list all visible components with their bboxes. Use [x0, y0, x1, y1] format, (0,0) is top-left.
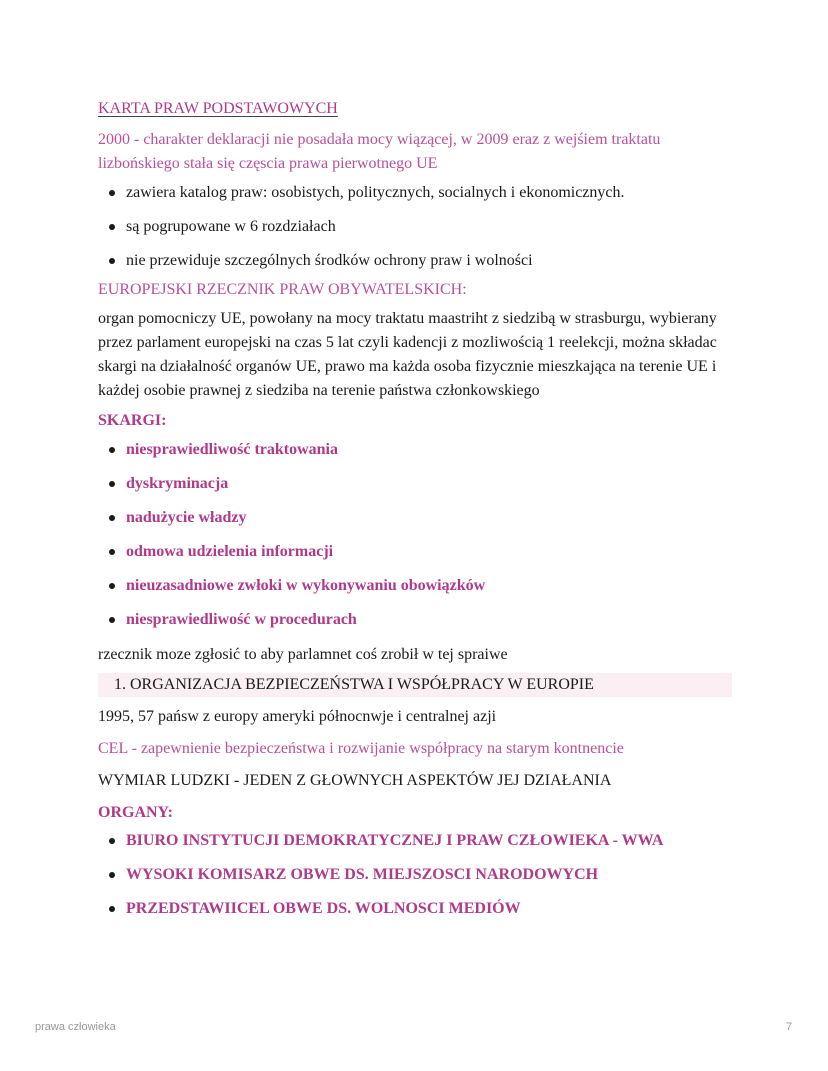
ombudsman-title: EUROPEJSKI RZECZNIK PRAW OBYWATELSKICH: — [98, 281, 467, 298]
organs-title: ORGANY: — [98, 804, 173, 821]
list-item: zawiera katalog praw: osobistych, politycznych, socialnych i ekonomicznych. — [98, 182, 732, 204]
ombudsman-note: rzecznik moze zgłosić to aby parlamnet coś zrobił w tej spraiwe — [98, 646, 508, 663]
complaints-list — [98, 439, 732, 631]
osce-founded: 1995, 57 pańsw z europy ameryki północnwje i centralnej azji — [98, 708, 497, 725]
numbered-heading — [98, 673, 732, 697]
list-number: 1. — [114, 676, 126, 693]
ombudsman-description: organ pomocniczy UE, powołany na mocy traktatu maastriht z siedzibą w strasburgu, wybierany przez parlament europejski na czas 5 lat czyli kadencji z mozliwością 1 reelekcji, można składac skargi na działalność organów UE, prawo ma każda osoba fizycznie mieszkająca na terenie UE i każdej osobie prawnej z siedziba na terenie państwa członkowskiego — [98, 310, 717, 399]
organs-list — [98, 830, 732, 920]
list-item: są pogrupowane w 6 rozdziałach — [98, 216, 732, 238]
charter-intro: 2000 - charakter deklaracji nie posadała mocy wiązącej, w 2009 eraz z wejśiem traktatu lizbońskiego stała się częscia prawa pierwotnego UE — [98, 131, 661, 172]
list-item: BIURO INSTYTUCJI DEMOKRATYCZNEJ I PRAW CZŁOWIEKA - WWA — [98, 830, 732, 852]
list-item: nieuzasadniowe zwłoki w wykonywaniu obowiązków — [98, 575, 732, 597]
osce-title: ORGANIZACJA BEZPIECZEŃSTWA I WSPÓŁPRACY W EUROPIE — [130, 676, 594, 693]
osce-goal: CEL - zapewnienie bezpieczeństwa i rozwijanie współpracy na starym kontnencie — [98, 740, 624, 757]
footer-label: prawa człowieka — [35, 1021, 116, 1033]
list-item: niesprawiedliwość w procedurach — [98, 609, 732, 631]
list-item: odmowa udzielenia informacji — [98, 541, 732, 563]
osce-dimension: WYMIAR LUDZKI - JEDEN Z GŁOWNYCH ASPEKTÓW JEJ DZIAŁANIA — [98, 772, 612, 789]
charter-title: KARTA PRAW PODSTAWOWYCH — [98, 100, 338, 117]
list-item: WYSOKI KOMISARZ OBWE DS. MIEJSZOSCI NARODOWYCH — [98, 864, 732, 886]
list-item: nie przewiduje szczególnych środków ochrony praw i wolności — [98, 250, 732, 272]
complaints-title: SKARGI: — [98, 412, 167, 429]
page-number: 7 — [786, 1021, 793, 1033]
list-item: PRZEDSTAWIICEL OBWE DS. WOLNOSCI MEDIÓW — [98, 898, 732, 920]
list-item: nadużycie władzy — [98, 507, 732, 529]
list-item: niesprawiedliwość traktowania — [98, 439, 732, 461]
document-page — [98, 98, 732, 932]
list-item: dyskryminacja — [98, 473, 732, 495]
charter-bullet-list — [98, 182, 732, 272]
